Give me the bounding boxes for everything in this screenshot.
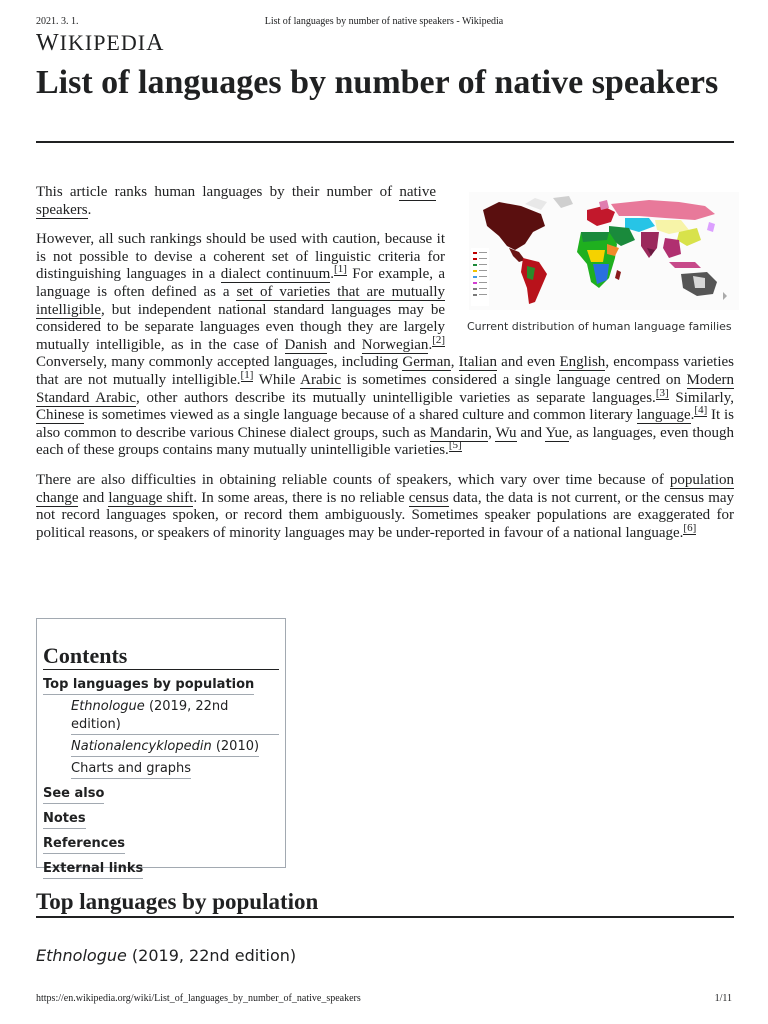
toc-item-see-also[interactable]: See also bbox=[43, 785, 279, 804]
table-of-contents bbox=[36, 618, 286, 876]
link-varieties[interactable]: set of varieties that are mutually intelligible bbox=[36, 283, 445, 318]
link-norwegian[interactable]: Norwegian bbox=[361, 336, 429, 353]
link-population-change[interactable]: population change bbox=[36, 471, 734, 506]
toc-heading: Contents bbox=[43, 643, 279, 670]
link-census[interactable]: census bbox=[408, 489, 449, 506]
wikipedia-wordmark[interactable]: WIKIPEDIA bbox=[36, 30, 165, 56]
link-modern-standard-arabic[interactable]: Modern Standard Arabic bbox=[36, 371, 734, 406]
print-doc-title: List of languages by number of native speakers - Wikipedia bbox=[264, 16, 504, 27]
ref-3[interactable]: [3] bbox=[655, 386, 669, 399]
title-divider bbox=[36, 141, 734, 143]
link-chinese[interactable]: Chinese bbox=[36, 407, 85, 424]
intro-paragraph: This article ranks human languages by their number of native speakers. bbox=[36, 184, 436, 218]
toc-item-top-languages[interactable]: Top languages by population bbox=[43, 676, 279, 695]
page-title: List of languages by number of native speakers bbox=[36, 64, 719, 101]
print-header bbox=[36, 16, 732, 30]
caution-paragraph: However, all such rankings should be used with caution, because it is not possible to devise a coherent set of linguistic criteria for distinguishing languages in a dialect continuum.[1] For example, a language is often defined as a set of varieties that are mutually intelligible, but independent national standard languages may be considered to be separate languages even though they are largely mutually intelligible, as in the case of Danish and Norwegian.[2] Conversely, many commonly accepted languages, including German, Italian and even English, encompass varieties that are not mutually intelligible.[1] While Arabic is sometimes considered a single language centred on Modern Standard Arabic, other authors describe its mutually unintelligible varieties as separate languages.[3] Similarly, Chinese is sometimes viewed as a single language because of a shared culture and common literary language.[4] It is also common to describe various Chinese dialect groups, such as Mandarin, Wu and Yue, as languages, even though each of these groups contains many mutually unintelligible varieties.[5] bbox=[36, 231, 735, 459]
print-page-number: 1/11 bbox=[714, 993, 732, 1004]
ref-1[interactable]: [1] bbox=[334, 263, 347, 276]
link-danish[interactable]: Danish bbox=[284, 336, 328, 353]
toc-item-notes[interactable]: Notes bbox=[43, 810, 279, 829]
toc-item-ethnologue[interactable]: Ethnologue (2019, 22nd edition) bbox=[71, 698, 279, 735]
link-native-speakers[interactable]: native speakers bbox=[36, 184, 436, 218]
link-english[interactable]: English bbox=[559, 354, 606, 371]
toc-item-references[interactable]: References bbox=[43, 835, 279, 854]
figure-caption: Current distribution of human language families bbox=[467, 320, 732, 333]
language-families-map-image[interactable] bbox=[469, 192, 739, 310]
difficulties-paragraph: There are also difficulties in obtaining reliable counts of speakers, which vary over time because of population change and language shift. In some areas, there is no reliable census data, the data is not current, or the census may not record languages spoken, or record them ambiguously. Sometimes speaker populations are exaggerated for political reasons, or speakers of minority languages may be under-reported in favour of a national language.[6] bbox=[36, 471, 735, 541]
section-divider bbox=[36, 916, 734, 918]
section-heading-top-languages: Top languages by population bbox=[36, 889, 319, 914]
toc-item-nationalencyklopedin[interactable]: Nationalencyklopedin (2010) bbox=[71, 738, 279, 757]
link-wu[interactable]: Wu bbox=[495, 424, 517, 441]
subsection-heading-ethnologue: Ethnologue (2019, 22nd edition) bbox=[36, 946, 297, 965]
link-language[interactable]: language bbox=[636, 407, 691, 424]
link-arabic[interactable]: Arabic bbox=[300, 371, 341, 388]
figure bbox=[465, 192, 740, 336]
ref-4[interactable]: [4] bbox=[694, 404, 708, 417]
link-dialect-continuum[interactable]: dialect continuum bbox=[220, 266, 331, 283]
link-italian[interactable]: Italian bbox=[458, 354, 497, 371]
toc-item-external-links[interactable]: External links bbox=[43, 860, 279, 879]
link-german[interactable]: German bbox=[402, 354, 451, 371]
link-yue[interactable]: Yue bbox=[545, 424, 569, 441]
toc-item-charts-and-graphs[interactable]: Charts and graphs bbox=[71, 760, 279, 779]
article-body bbox=[36, 184, 734, 554]
link-mandarin[interactable]: Mandarin bbox=[429, 424, 489, 441]
ref-6[interactable]: [6] bbox=[683, 521, 697, 534]
world-map-graphic bbox=[469, 192, 739, 310]
ref-2[interactable]: [2] bbox=[432, 333, 446, 346]
ref-1b[interactable]: [1] bbox=[240, 368, 254, 381]
link-language-shift[interactable]: language shift bbox=[108, 489, 194, 506]
ref-5[interactable]: [5] bbox=[448, 439, 462, 452]
print-date: 2021. 3. 1. bbox=[36, 16, 79, 27]
print-url: https://en.wikipedia.org/wiki/List_of_languages_by_number_of_native_speakers bbox=[36, 993, 361, 1004]
